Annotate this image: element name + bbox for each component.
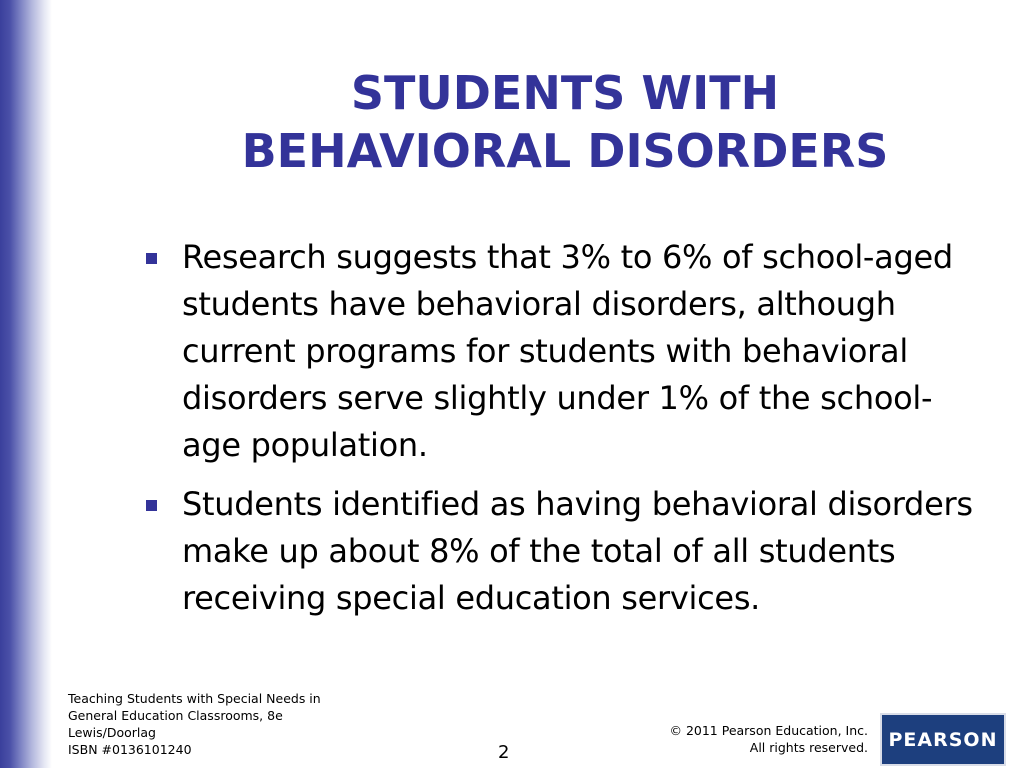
square-bullet-icon [146,253,157,264]
pearson-logo-text: PEARSON [888,728,998,751]
bullet-text: Research suggests that 3% to 6% of school-aged students have behavioral disorders, although current programs for students with behavioral disorders serve slightly under 1% of the school-age population. [182,238,953,464]
book-citation [68,690,321,758]
pearson-logo [880,713,1006,766]
book-authors: Lewis/Doorlag [68,725,156,740]
square-bullet-icon [146,500,157,511]
bullet-list [146,234,976,634]
page-number: 2 [498,742,510,763]
bullet-item [146,234,976,469]
slide-title-line-1: STUDENTS WITH [350,66,780,120]
side-gradient-bar [0,0,52,768]
book-isbn: ISBN #0136101240 [68,742,192,757]
copyright-line-2: All rights reserved. [749,740,868,755]
slide-title [150,64,980,180]
copyright-notice [669,722,868,756]
book-title-line-2: General Education Classrooms, 8e [68,708,283,723]
copyright-line-1: © 2011 Pearson Education, Inc. [669,723,868,738]
bullet-item [146,481,976,622]
book-title-line-1: Teaching Students with Special Needs in [68,691,321,706]
bullet-text: Students identified as having behavioral disorders make up about 8% of the total of all students receiving special education services. [182,485,973,617]
slide-title-line-2: BEHAVIORAL DISORDERS [241,124,889,178]
